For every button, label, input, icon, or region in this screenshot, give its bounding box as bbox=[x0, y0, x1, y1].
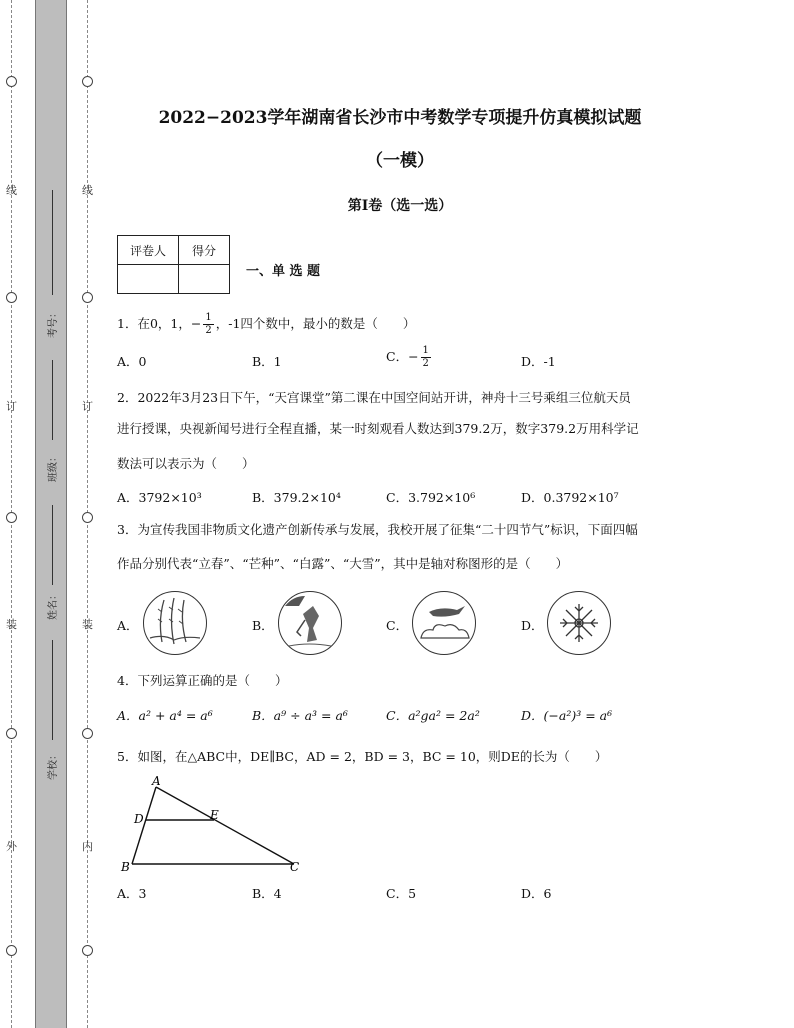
page-title: 2022−2023学年湖南省长沙市中考数学专项提升仿真模拟试题 bbox=[158, 108, 642, 128]
field-school-line[interactable] bbox=[52, 640, 53, 740]
field-class-line[interactable] bbox=[52, 360, 53, 440]
binding-hole bbox=[6, 945, 17, 956]
question-5: 5．如图，在△ABC中，DE∥BC，AD = 2，BD = 3，BC = 10，则DE的长为（ ） bbox=[117, 749, 608, 764]
margin-char: 订 bbox=[82, 400, 93, 413]
triangle-figure bbox=[118, 775, 308, 875]
vertex-a-label: A bbox=[152, 775, 161, 788]
q1-option-b[interactable]: B．1 bbox=[252, 354, 282, 369]
field-school-label: 学校： bbox=[48, 750, 59, 780]
vertex-b-label: B bbox=[121, 860, 130, 874]
binding-hole bbox=[82, 292, 93, 303]
question-3-line1: 3．为宣传我国非物质文化遗产创新传承与发展，我校开展了征集“二十四节气”标识，下面四幅 bbox=[117, 522, 638, 537]
question-2-line2: 进行授课，央视新闻号进行全程直播，某一时刻观看人数达到379.2万，数字379.2万用科学记 bbox=[117, 421, 639, 436]
question-3-line2: 作品分别代表“立春”、“芒种”、“白露”、“大雪”，其中是轴对称图形的是（ ） bbox=[117, 556, 569, 571]
q2-option-a[interactable]: A．3792×10³ bbox=[117, 490, 202, 505]
margin-char: 线 bbox=[6, 184, 17, 197]
q1-option-c[interactable]: C．− $\frac{1}{2}$ bbox=[386, 345, 429, 369]
margin-char: 装 bbox=[82, 618, 93, 631]
binding-hole bbox=[6, 292, 17, 303]
q1-option-d[interactable]: D．-1 bbox=[521, 354, 556, 369]
q1-option-a[interactable]: A．0 bbox=[117, 354, 147, 369]
bailu-emblem-image bbox=[412, 591, 476, 655]
question-1 bbox=[117, 312, 415, 337]
q2-option-b[interactable]: B．379.2×10⁴ bbox=[252, 490, 341, 505]
vertex-c-label: C bbox=[290, 860, 300, 874]
q3-option-b[interactable]: B． bbox=[252, 618, 274, 633]
q2-option-c[interactable]: C．3.792×10⁶ bbox=[386, 490, 476, 505]
binding-hole bbox=[82, 512, 93, 523]
margin-char: 外 bbox=[6, 840, 17, 853]
q5-option-d[interactable]: D．6 bbox=[521, 886, 552, 901]
q4-option-a[interactable]: A．a² + a⁴ = a⁶ bbox=[117, 708, 213, 723]
question-2-line1: 2．2022年3月23日下午，“天宫课堂”第二课在中国空间站开讲，神舟十三号乘组三位航天员 bbox=[117, 390, 631, 405]
q3-option-d[interactable]: D． bbox=[521, 618, 544, 633]
score-table-score-cell[interactable] bbox=[179, 265, 230, 294]
binding-hole bbox=[82, 76, 93, 87]
field-name-line[interactable] bbox=[52, 505, 53, 585]
part-title: 一、单 选 题 bbox=[246, 264, 321, 279]
field-name-label: 姓名： bbox=[48, 590, 59, 620]
section-title: 第I卷（选一选） bbox=[347, 198, 453, 214]
score-table-score-header: 得分 bbox=[179, 236, 230, 265]
q3-option-c[interactable]: C． bbox=[386, 618, 409, 633]
daxue-emblem-image bbox=[547, 591, 611, 655]
q1-prefix: 1．在0，1，− bbox=[117, 316, 202, 331]
q5-option-a[interactable]: A．3 bbox=[117, 886, 147, 901]
vertex-d-label: D bbox=[134, 812, 144, 826]
field-class-label: 班级： bbox=[48, 452, 59, 482]
margin-char: 装 bbox=[6, 618, 17, 631]
q1-fraction: $\frac{1}{2}$ bbox=[205, 312, 212, 336]
q5-option-b[interactable]: B．4 bbox=[252, 886, 282, 901]
page-subtitle: （一模） bbox=[366, 151, 434, 171]
q5-option-c[interactable]: C．5 bbox=[386, 886, 417, 901]
q4-option-c[interactable]: C．a²ga² = 2a² bbox=[386, 708, 480, 723]
question-4: 4．下列运算正确的是（ ） bbox=[117, 673, 288, 688]
mangzhong-emblem-image bbox=[278, 591, 342, 655]
q3-option-a[interactable]: A． bbox=[117, 618, 139, 633]
q4-option-b[interactable]: B．a⁹ ÷ a³ = a⁶ bbox=[252, 708, 348, 723]
score-table bbox=[117, 235, 230, 294]
vertex-e-label: E bbox=[210, 808, 219, 822]
score-table-grader-cell[interactable] bbox=[118, 265, 179, 294]
lichun-emblem-image bbox=[143, 591, 207, 655]
question-2-line3: 数法可以表示为（ ） bbox=[117, 456, 255, 471]
binding-hole bbox=[82, 728, 93, 739]
margin-char: 订 bbox=[6, 400, 17, 413]
margin-char: 内 bbox=[82, 840, 93, 853]
q2-option-d[interactable]: D．0.3792×10⁷ bbox=[521, 490, 619, 505]
margin-char: 线 bbox=[82, 184, 93, 197]
binding-hole bbox=[6, 76, 17, 87]
margin-gray-band bbox=[35, 0, 67, 1028]
field-exam-number-line[interactable] bbox=[52, 190, 53, 295]
binding-hole bbox=[6, 728, 17, 739]
score-table-grader-header: 评卷人 bbox=[118, 236, 179, 265]
binding-hole bbox=[82, 945, 93, 956]
field-exam-number-label: 考号： bbox=[48, 308, 59, 338]
q1-suffix: ，-1四个数中，最小的数是（ ） bbox=[215, 316, 416, 331]
binding-hole bbox=[6, 512, 17, 523]
q4-option-d[interactable]: D．(−a²)³ = a⁶ bbox=[521, 708, 613, 723]
